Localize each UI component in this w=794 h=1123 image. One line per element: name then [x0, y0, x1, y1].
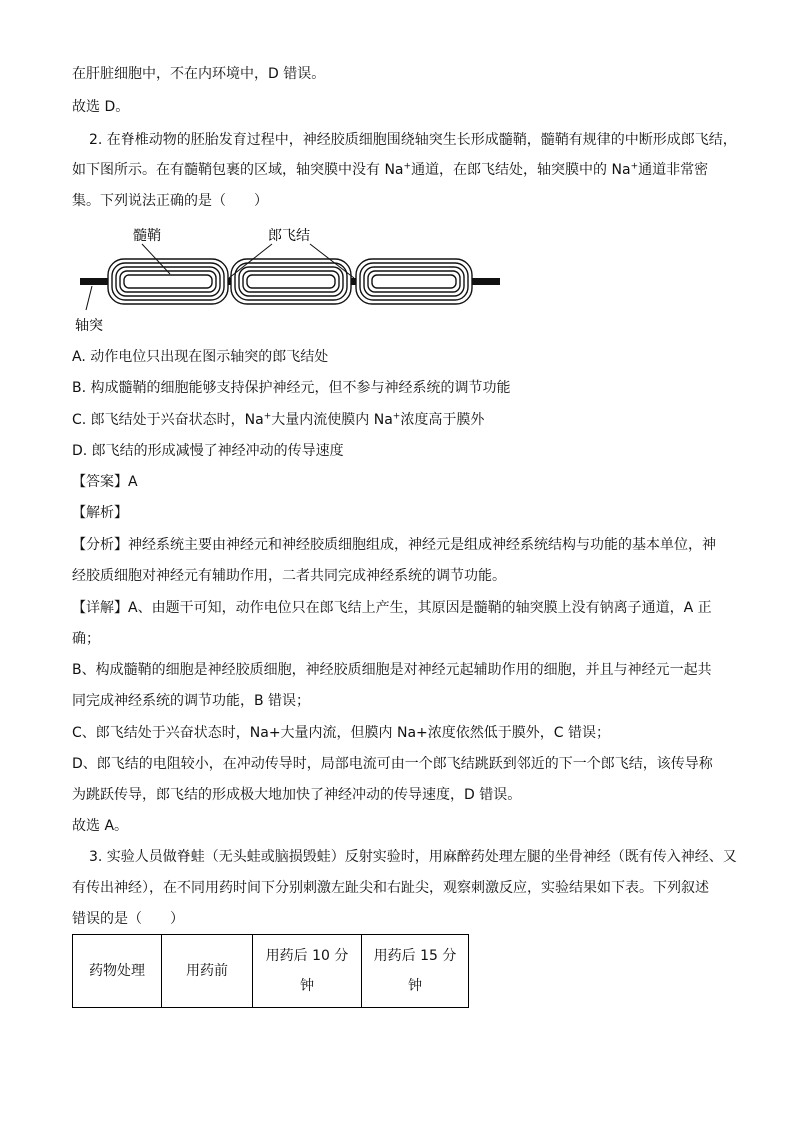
myelin-segment	[356, 259, 472, 304]
analysis-text: 经胶质细胞对神经元有辅助作用，二者共同完成神经系统的调节功能。	[72, 568, 506, 584]
table-header-row	[73, 935, 469, 1008]
myelin-segment	[231, 259, 351, 304]
question-3-stem: 有传出神经），在不同用药时间下分别刺激左趾尖和右趾尖，观察刺激反应，实验结果如下表。下列叙述	[72, 880, 709, 896]
text-line: 在肝脏细胞中，不在内环境中，D 错误。	[72, 66, 326, 82]
question-2-stem: 如下图所示。在有髓鞘包裹的区域，轴突膜中没有 Na+通道，在郎飞结处，轴突膜中的 Na+通道非常密	[72, 161, 709, 178]
label-axon: 轴突	[75, 318, 103, 334]
table-header-cell: 用药后 10 分 钟	[253, 935, 362, 1008]
question-2-stem: 2. 在脊椎动物的胚胎发育过程中，神经胶质细胞围绕轴突生长形成髓鞘，髓鞘有规律的中断形成郎飞结，	[89, 132, 737, 148]
detail-text: 确；	[72, 631, 100, 647]
detail-text: D、郎飞结的电阻较小，在冲动传导时，局部电流可由一个郎飞结跳跃到邻近的下一个郎飞结，该传导称	[72, 756, 713, 772]
table-header-cell: 用药前	[162, 935, 253, 1008]
question-3-stem: 错误的是（ ）	[72, 911, 184, 927]
leader-line-axon	[86, 286, 92, 310]
detail-text: 同完成神经系统的调节功能，B 错误；	[72, 693, 311, 709]
question-2-stem: 集。下列说法正确的是（ ）	[72, 193, 268, 209]
table-header-cell: 药物处理	[73, 935, 162, 1008]
option-b: B. 构成髓鞘的细胞能够支持保护神经元，但不参与神经系统的调节功能	[72, 380, 511, 396]
myelin-segment	[108, 259, 228, 304]
analysis-text: 【分析】神经系统主要由神经元和神经胶质细胞组成，神经元是组成神经系统结构与功能的基本单位，神	[72, 537, 716, 553]
option-c: C. 郎飞结处于兴奋状态时，Na+大量内流使膜内 Na+浓度高于膜外	[72, 411, 485, 428]
selection-text: 故选 A。	[72, 818, 129, 834]
results-table	[72, 934, 469, 1008]
text-line: 故选 D。	[72, 99, 130, 115]
table-header-cell: 用药后 15 分 钟	[362, 935, 469, 1008]
question-3-stem: 3. 实验人员做脊蛙（无头蛙或脑损毁蛙）反射实验时，用麻醉药处理左腿的坐骨神经（既有传入神经、又	[89, 849, 737, 865]
myelin-diagram	[72, 222, 512, 337]
option-d: D. 郎飞结的形成减慢了神经冲动的传导速度	[72, 443, 344, 459]
label-myelin: 髓鞘	[133, 228, 161, 244]
option-a: A. 动作电位只出现在图示轴突的郎飞结处	[72, 349, 329, 365]
detail-text: C、郎飞结处于兴奋状态时，Na+大量内流，但膜内 Na+浓度依然低于膜外，C 错误；	[72, 725, 611, 741]
detail-text: B、构成髓鞘的细胞是神经胶质细胞，神经胶质细胞是对神经元起辅助作用的细胞，并且与神经元一起共	[72, 662, 712, 678]
detail-text: 为跳跃传导，郎飞结的形成极大地加快了神经冲动的传导速度，D 错误。	[72, 787, 522, 803]
detail-text: 【详解】A、由题干可知，动作电位只在郎飞结上产生，其原因是髓鞘的轴突膜上没有钠离子通道，A 正	[72, 600, 712, 616]
answer-label: 【答案】A	[72, 474, 138, 490]
label-node: 郎飞结	[268, 228, 310, 244]
analysis-label: 【解析】	[72, 505, 128, 521]
